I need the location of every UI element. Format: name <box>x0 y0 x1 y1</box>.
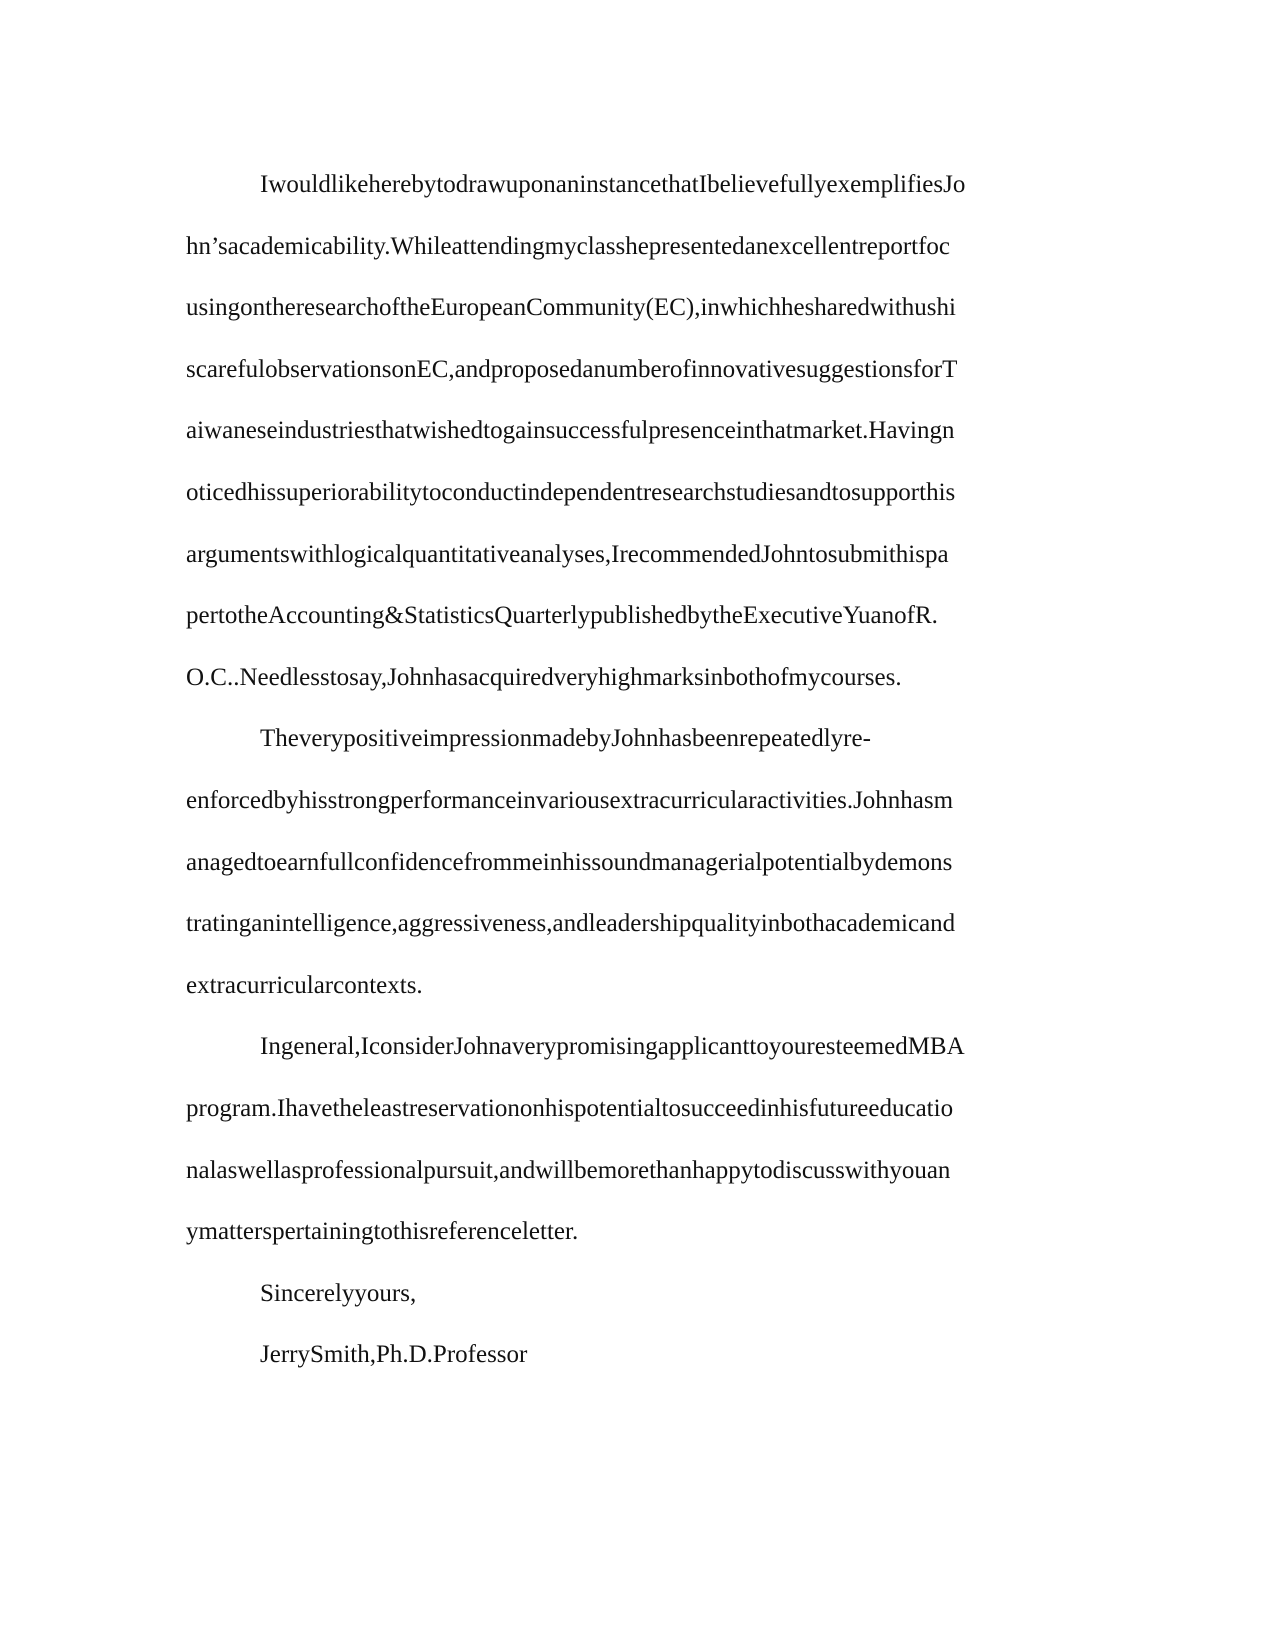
paragraph-2-line-4: tratinganintelligence,aggressiveness,andleadershipqualityinbothacademicand <box>186 910 956 938</box>
paragraph-1-line-9: O.C..Needlesstosay,Johnhasacquiredveryhighmarksinbothofmycourses. <box>186 663 902 691</box>
paragraph-3-line-1: Ingeneral,IconsiderJohnaverypromisingapplicanttoyouresteemedMBA <box>260 1033 965 1061</box>
paragraph-3-line-3: nalaswellasprofessionalpursuit,andwillbemorethanhappytodiscusswithyouan <box>186 1156 951 1184</box>
signature-line: JerrySmith,Ph.D.Professor <box>260 1341 528 1369</box>
paragraph-1-line-6: oticedhissuperiorabilitytoconductindependentresearchstudiesandtosupporthis <box>186 478 956 506</box>
letter-body <box>186 168 1086 1400</box>
paragraph-2-line-1: TheverypositiveimpressionmadebyJohnhasbeenrepeatedlyre- <box>260 725 871 753</box>
paragraph-1-line-8: pertotheAccounting&StatisticsQuarterlypublishedbytheExecutiveYuanofR. <box>186 602 938 630</box>
paragraph-1-line-7: argumentswithlogicalquantitativeanalyses,IrecommendedJohntosubmithispa <box>186 540 949 568</box>
closing-line: Sincerelyyours, <box>260 1279 417 1307</box>
paragraph-1-line-5: aiwaneseindustriesthatwishedtogainsuccessfulpresenceinthatmarket.Havingn <box>186 417 955 445</box>
paragraph-1-line-2: hn’sacademicability.Whileattendingmyclasshepresentedanexcellentreportfoc <box>186 232 951 260</box>
paragraph-2-line-5: extracurricularcontexts. <box>186 971 423 999</box>
paragraph-1-line-4: scarefulobservationsonEC,andproposedanumberofinnovativesuggestionsforT <box>186 355 958 383</box>
paragraph-2-line-2: enforcedbyhisstrongperformanceinvariousextracurricularactivities.Johnhasm <box>186 786 954 814</box>
paragraph-2-line-3: anagedtoearnfullconfidencefrommeinhissoundmanagerialpotentialbydemons <box>186 848 953 876</box>
paragraph-1-line-3: usingontheresearchoftheEuropeanCommunity(EC),inwhichhesharedwithushi <box>186 294 956 322</box>
paragraph-3-line-2: program.Ihavetheleastreservationonhispotentialtosucceedinhisfutureeducatio <box>186 1094 954 1122</box>
paragraph-1-line-1: IwouldlikeherebytodrawuponaninstancethatIbelievefullyexemplifiesJo <box>260 171 966 198</box>
paragraph-3-line-4: ymatterspertainingtothisreferenceletter. <box>186 1218 579 1246</box>
